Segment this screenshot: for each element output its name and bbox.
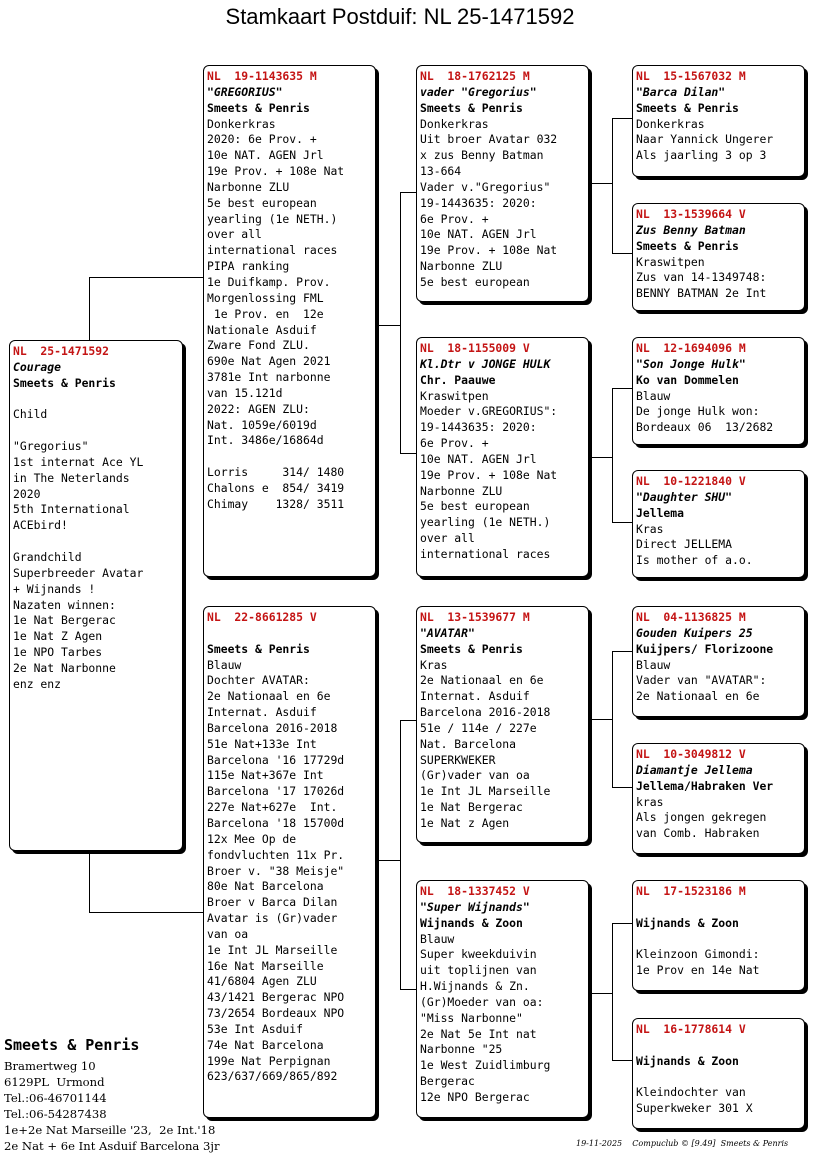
breeder-phone-1: Tel.:06-46701144 bbox=[4, 1091, 107, 1105]
pigeon-note: Nazaten winnen: bbox=[13, 597, 116, 612]
pigeon-name: Courage bbox=[13, 359, 62, 374]
pigeon-note: (Gr)Moeder van oa: bbox=[420, 994, 544, 1009]
pigeon-note: over all bbox=[420, 531, 475, 546]
pigeon-name: vader "Gregorius" bbox=[420, 84, 537, 99]
pigeon-note: van Comb. Habraken bbox=[636, 826, 760, 841]
ring-number: NL 13-1539677 M bbox=[420, 610, 530, 624]
pigeon-card-father-mother[interactable] bbox=[416, 337, 589, 577]
pigeon-owner: Jellema/Habraken Ver bbox=[636, 778, 774, 793]
pigeon-note: Barcelona '18 15700d bbox=[207, 815, 345, 830]
print-info bbox=[576, 1139, 788, 1148]
pigeon-note bbox=[13, 392, 179, 408]
ring-number: NL 04-1136825 M bbox=[636, 610, 746, 624]
ring-number: NL 25-1471592 bbox=[13, 344, 110, 358]
pigeon-note: 199e Nat Perpignan bbox=[207, 1053, 331, 1068]
pigeon-name: "Barca Dilan" bbox=[636, 84, 726, 99]
pigeon-note: 12x Mee Op de bbox=[207, 831, 297, 846]
pigeon-note: Kleindochter van bbox=[636, 1085, 746, 1100]
pigeon-note: 12e NPO Bergerac bbox=[420, 1089, 530, 1104]
pigeon-note: 51e / 114e / 227e bbox=[420, 720, 537, 735]
pigeon-note: van oa bbox=[207, 926, 249, 941]
pigeon-owner: Smeets & Penris bbox=[207, 641, 310, 656]
pigeon-owner: Wijnands & Zoon bbox=[420, 915, 523, 930]
pigeon-note: international races bbox=[207, 243, 338, 258]
pigeon-note: 1e West Zuidlimburg bbox=[420, 1058, 551, 1073]
pigeon-note: 10e NAT. AGEN Jrl bbox=[207, 148, 324, 163]
pigeon-note: Moeder v.GREGORIUS": bbox=[420, 404, 558, 419]
pigeon-note: Donkerkras bbox=[207, 116, 276, 131]
pigeon-note: Donkerkras bbox=[420, 116, 489, 131]
breeder-contact bbox=[4, 1058, 220, 1154]
pigeon-note: 51e Nat+133e Int bbox=[207, 736, 317, 751]
pigeon-note: Kras bbox=[420, 657, 448, 672]
pigeon-note: 2e Nationaal en 6e bbox=[420, 673, 544, 688]
pigeon-card-mother-father[interactable] bbox=[416, 606, 589, 843]
pigeon-card-ffm[interactable] bbox=[632, 203, 805, 311]
pigeon-card-mother[interactable] bbox=[203, 606, 376, 1118]
pigeon-name: Gouden Kuipers 25 bbox=[636, 625, 753, 640]
pigeon-name: "AVATAR" bbox=[420, 625, 475, 640]
ring-number: NL 22-8661285 V bbox=[207, 610, 317, 624]
pigeon-note bbox=[636, 932, 801, 948]
pigeon-note: ACEbird! bbox=[13, 518, 68, 533]
pigeon-note: Vader van "AVATAR": bbox=[636, 673, 767, 688]
pigeon-note: De jonge Hulk won: bbox=[636, 404, 760, 419]
pigeon-note: Zus van 14-1349748: bbox=[636, 270, 767, 285]
pigeon-note: Blauw bbox=[420, 931, 455, 946]
pigeon-note: 43/1421 Bergerac NPO bbox=[207, 990, 345, 1005]
ring-number: NL 12-1694096 M bbox=[636, 341, 746, 355]
pigeon-card-mother-mother[interactable] bbox=[416, 880, 589, 1118]
pigeon-note: 2e Nat 5e Int nat bbox=[420, 1026, 537, 1041]
pigeon-note: 2e Nat Narbonne bbox=[13, 660, 116, 675]
pigeon-note: Blauw bbox=[636, 657, 671, 672]
pigeon-note: Chimay 1328/ 3511 bbox=[207, 496, 345, 511]
pigeon-note: Nationale Asduif bbox=[207, 322, 317, 337]
pigeon-card-mmm[interactable] bbox=[632, 1018, 805, 1129]
pigeon-note: (Gr)vader van oa bbox=[420, 768, 530, 783]
pigeon-note: Kraswitpen bbox=[636, 254, 705, 269]
pigeon-note: Broer v Barca Dilan bbox=[207, 895, 338, 910]
pigeon-note: yearling (1e NETH.) bbox=[207, 211, 338, 226]
pigeon-note: SUPERKWEKER bbox=[420, 752, 496, 767]
pigeon-note: Barcelona 2016-2018 bbox=[207, 720, 338, 735]
pigeon-note: 2e Nationaal en 6e bbox=[207, 689, 331, 704]
pigeon-note: Narbonne ZLU bbox=[207, 179, 290, 194]
pigeon-note: 1e Nat Bergerac bbox=[420, 800, 523, 815]
ring-number: NL 19-1143635 M bbox=[207, 69, 317, 83]
ring-number: NL 18-1337452 V bbox=[420, 884, 530, 898]
pigeon-note: Direct JELLEMA bbox=[636, 537, 733, 552]
pigeon-note: BENNY BATMAN 2e Int bbox=[636, 286, 767, 301]
software-credit: Compuclub © [9.49] bbox=[632, 1139, 716, 1148]
pigeon-note: uit toplijnen van bbox=[420, 963, 537, 978]
pigeon-note: 19-1443635: 2020: bbox=[420, 420, 537, 435]
pigeon-note: "Miss Narbonne" bbox=[420, 1010, 523, 1025]
pigeon-note bbox=[13, 534, 179, 550]
pigeon-note: 80e Nat Barcelona bbox=[207, 879, 324, 894]
pigeon-note: 10e NAT. AGEN Jrl bbox=[420, 227, 537, 242]
pigeon-note: 690e Nat Agen 2021 bbox=[207, 354, 331, 369]
pigeon-owner: Jellema bbox=[636, 505, 685, 520]
pigeon-note: 53e Int Asduif bbox=[207, 1021, 304, 1036]
pigeon-card-fmf[interactable] bbox=[632, 337, 805, 445]
pigeon-card-fmm[interactable] bbox=[632, 470, 805, 578]
pigeon-note: 74e Nat Barcelona bbox=[207, 1037, 324, 1052]
pigeon-name bbox=[636, 1038, 801, 1054]
pigeon-note: 73/2654 Bordeaux NPO bbox=[207, 1006, 345, 1021]
pigeon-note: x zus Benny Batman bbox=[420, 148, 544, 163]
pigeon-note: 19e Prov. + 108e Nat bbox=[420, 243, 558, 258]
pigeon-note: international races bbox=[420, 546, 551, 561]
pigeon-note: over all bbox=[207, 227, 262, 242]
pigeon-name: "GREGORIUS" bbox=[207, 84, 283, 99]
pigeon-note: 1e Duifkamp. Prov. bbox=[207, 274, 331, 289]
pigeon-card-mff[interactable] bbox=[632, 606, 805, 717]
pigeon-card-mfm[interactable] bbox=[632, 743, 805, 854]
pigeon-card-subject[interactable] bbox=[9, 340, 183, 851]
pigeon-note: 16e Nat Marseille bbox=[207, 958, 324, 973]
pigeon-note: 41/6804 Agen ZLU bbox=[207, 974, 317, 989]
pigeon-note: Internat. Asduif bbox=[420, 689, 530, 704]
pigeon-note: 1e NPO Tarbes bbox=[13, 645, 103, 660]
pigeon-note: Zware Fond ZLU. bbox=[207, 338, 310, 353]
pigeon-note: Narbonne "25 bbox=[420, 1042, 503, 1057]
pigeon-note: Vader v."Gregorius" bbox=[420, 179, 551, 194]
pigeon-name: Zus Benny Batman bbox=[636, 222, 746, 237]
pigeon-note: 1e Prov en 14e Nat bbox=[636, 963, 760, 978]
pigeon-card-mmf[interactable] bbox=[632, 880, 805, 991]
pigeon-note: Super kweekduivin bbox=[420, 947, 537, 962]
breeder-name: Smeets & Penris bbox=[4, 1036, 140, 1054]
pigeon-note: Naar Yannick Ungerer bbox=[636, 132, 774, 147]
pigeon-note: 1e Int JL Marseille bbox=[207, 942, 338, 957]
pigeon-note: in The Neterlands bbox=[13, 470, 130, 485]
pigeon-note: 19e Prov. + 108e Nat bbox=[207, 164, 345, 179]
pigeon-note: van 15.121d bbox=[207, 385, 283, 400]
pigeon-note: Child bbox=[13, 407, 48, 422]
pigeon-note: Bergerac bbox=[420, 1074, 475, 1089]
pigeon-note: 5th International bbox=[13, 502, 130, 517]
breeder-address: Bramertweg 10 bbox=[4, 1059, 96, 1073]
pigeon-note: 1e Nat z Agen bbox=[420, 815, 510, 830]
pigeon-note: Narbonne ZLU bbox=[420, 259, 503, 274]
ring-number: NL 10-1221840 V bbox=[636, 474, 746, 488]
pigeon-note: Barcelona 2016-2018 bbox=[420, 705, 551, 720]
pigeon-note: yearling (1e NETH.) bbox=[420, 515, 551, 530]
pigeon-note: Kleinzoon Gimondi: bbox=[636, 947, 760, 962]
pigeon-note: Narbonne ZLU bbox=[420, 483, 503, 498]
pigeon-name bbox=[207, 626, 372, 642]
page-title: Stamkaart Postduif: NL 25-1471592 bbox=[225, 4, 575, 29]
print-breeder: Smeets & Penris bbox=[720, 1139, 789, 1148]
pigeon-note: 5e best european bbox=[207, 195, 317, 210]
pigeon-note: 2e Nationaal en 6e bbox=[636, 689, 760, 704]
pigeon-note: Dochter AVATAR: bbox=[207, 673, 310, 688]
pigeon-owner: Smeets & Penris bbox=[636, 100, 739, 115]
pigeon-note: Donkerkras bbox=[636, 116, 705, 131]
pigeon-owner: Smeets & Penris bbox=[636, 238, 739, 253]
pigeon-note: 227e Nat+627e Int. bbox=[207, 800, 338, 815]
print-date: 19-11-2025 bbox=[576, 1139, 623, 1148]
pigeon-note: 1e Prov. en 12e bbox=[207, 306, 324, 321]
pigeon-owner: Smeets & Penris bbox=[13, 375, 116, 390]
pigeon-note: Broer v. "38 Meisje" bbox=[207, 863, 345, 878]
pigeon-note: 3781e Int narbonne bbox=[207, 370, 331, 385]
pigeon-note: Avatar is (Gr)vader bbox=[207, 911, 338, 926]
pigeon-name bbox=[636, 900, 801, 916]
pigeon-note: 6e Prov. + bbox=[420, 211, 489, 226]
ring-number: NL 10-3049812 V bbox=[636, 747, 746, 761]
pigeon-owner: Wijnands & Zoon bbox=[636, 915, 739, 930]
breeder-achievement-2: 2e Nat + 6e Int Asduif Barcelona 3jr bbox=[4, 1139, 220, 1153]
pigeon-card-father[interactable] bbox=[203, 65, 376, 577]
pigeon-note: PIPA ranking bbox=[207, 259, 290, 274]
pigeon-owner: Smeets & Penris bbox=[420, 641, 523, 656]
pigeon-note: 10e NAT. AGEN Jrl bbox=[420, 451, 537, 466]
pigeon-note: kras bbox=[636, 794, 664, 809]
pigeon-note: 1e Nat Bergerac bbox=[13, 613, 116, 628]
pigeon-note: 6e Prov. + bbox=[420, 436, 489, 451]
breeder-phone-2: Tel.:06-54287438 bbox=[4, 1107, 107, 1121]
pigeon-note: 5e best european bbox=[420, 274, 530, 289]
pigeon-note: 19e Prov. + 108e Nat bbox=[420, 467, 558, 482]
pigeon-note: Bordeaux 06 13/2682 bbox=[636, 420, 774, 435]
pigeon-note: Internat. Asduif bbox=[207, 705, 317, 720]
pigeon-note: 2020: 6e Prov. + bbox=[207, 132, 317, 147]
pigeon-name: "Super Wijnands" bbox=[420, 899, 530, 914]
pigeon-note: Nat. 1059e/6019d bbox=[207, 417, 317, 432]
pigeon-note: Kras bbox=[636, 521, 664, 536]
pigeon-note: Superbreeder Avatar bbox=[13, 565, 144, 580]
pigeon-note: 13-664 bbox=[420, 164, 462, 179]
pigeon-note: Chalons e 854/ 3419 bbox=[207, 480, 345, 495]
ring-number: NL 16-1778614 V bbox=[636, 1022, 746, 1036]
pigeon-note: Blauw bbox=[636, 388, 671, 403]
pigeon-note: Int. 3486e/16864d bbox=[207, 433, 324, 448]
pigeon-note: H.Wijnands & Zn. bbox=[420, 979, 530, 994]
pigeon-note: Barcelona '16 17729d bbox=[207, 752, 345, 767]
pigeon-note: 2022: AGEN ZLU: bbox=[207, 401, 310, 416]
pigeon-note: 1e Nat Z Agen bbox=[13, 629, 103, 644]
pigeon-note bbox=[636, 1070, 801, 1086]
pigeon-name: "Daughter SHU" bbox=[636, 489, 733, 504]
breeder-achievement-1: 1e+2e Nat Marseille '23, 2e Int.'18 bbox=[4, 1123, 216, 1137]
pigeon-note: "Gregorius" bbox=[13, 439, 89, 454]
pigeon-note: Kraswitpen bbox=[420, 388, 489, 403]
pigeon-note: fondvluchten 11x Pr. bbox=[207, 847, 345, 862]
ring-number: NL 15-1567032 M bbox=[636, 69, 746, 83]
pigeon-note: Is mother of a.o. bbox=[636, 553, 753, 568]
pigeon-owner: Kuijpers/ Florizoone bbox=[636, 641, 774, 656]
pigeon-owner: Chr. Paauwe bbox=[420, 372, 496, 387]
pigeon-note: Grandchild bbox=[13, 549, 82, 564]
ring-number: NL 18-1762125 M bbox=[420, 69, 530, 83]
pigeon-note: 1st internat Ace YL bbox=[13, 454, 144, 469]
pigeon-note: + Wijnands ! bbox=[13, 581, 96, 596]
pigeon-card-fff[interactable] bbox=[632, 65, 805, 177]
breeder-postal: 6129PL Urmond bbox=[4, 1075, 105, 1089]
pigeon-note: Nat. Barcelona bbox=[420, 736, 517, 751]
pigeon-note: 19-1443635: 2020: bbox=[420, 195, 537, 210]
pigeon-note: Als jaarling 3 op 3 bbox=[636, 148, 767, 163]
pigeon-note: 2020 bbox=[13, 486, 41, 501]
pigeon-note: Barcelona '17 17026d bbox=[207, 784, 345, 799]
pigeon-owner: Smeets & Penris bbox=[420, 100, 523, 115]
pigeon-note: Morgenlossing FML bbox=[207, 290, 324, 305]
pigeon-card-father-father[interactable] bbox=[416, 65, 589, 302]
pigeon-owner: Ko van Dommelen bbox=[636, 372, 739, 387]
pigeon-note: Uit broer Avatar 032 bbox=[420, 132, 558, 147]
pigeon-name: Diamantje Jellema bbox=[636, 762, 753, 777]
pigeon-note: 1e Int JL Marseille bbox=[420, 784, 551, 799]
pigeon-name: Kl.Dtr v JONGE HULK bbox=[420, 356, 551, 371]
ring-number: NL 18-1155009 V bbox=[420, 341, 530, 355]
pigeon-note bbox=[13, 423, 179, 439]
pigeon-note: enz enz bbox=[13, 676, 62, 691]
ring-number: NL 13-1539664 V bbox=[636, 207, 746, 221]
pigeon-note: Als jongen gekregen bbox=[636, 810, 767, 825]
pigeon-note: 115e Nat+367e Int bbox=[207, 768, 324, 783]
pigeon-note: Superkweker 301 X bbox=[636, 1101, 753, 1116]
pigeon-note: 623/637/669/865/892 bbox=[207, 1069, 338, 1084]
pigeon-note: Blauw bbox=[207, 657, 242, 672]
pigeon-note bbox=[207, 449, 372, 465]
pigeon-note: 5e best european bbox=[420, 499, 530, 514]
pigeon-owner: Wijnands & Zoon bbox=[636, 1053, 739, 1068]
ring-number: NL 17-1523186 M bbox=[636, 884, 746, 898]
pigeon-owner: Smeets & Penris bbox=[207, 100, 310, 115]
pigeon-note: Lorris 314/ 1480 bbox=[207, 465, 345, 480]
pigeon-name: "Son Jonge Hulk" bbox=[636, 356, 746, 371]
